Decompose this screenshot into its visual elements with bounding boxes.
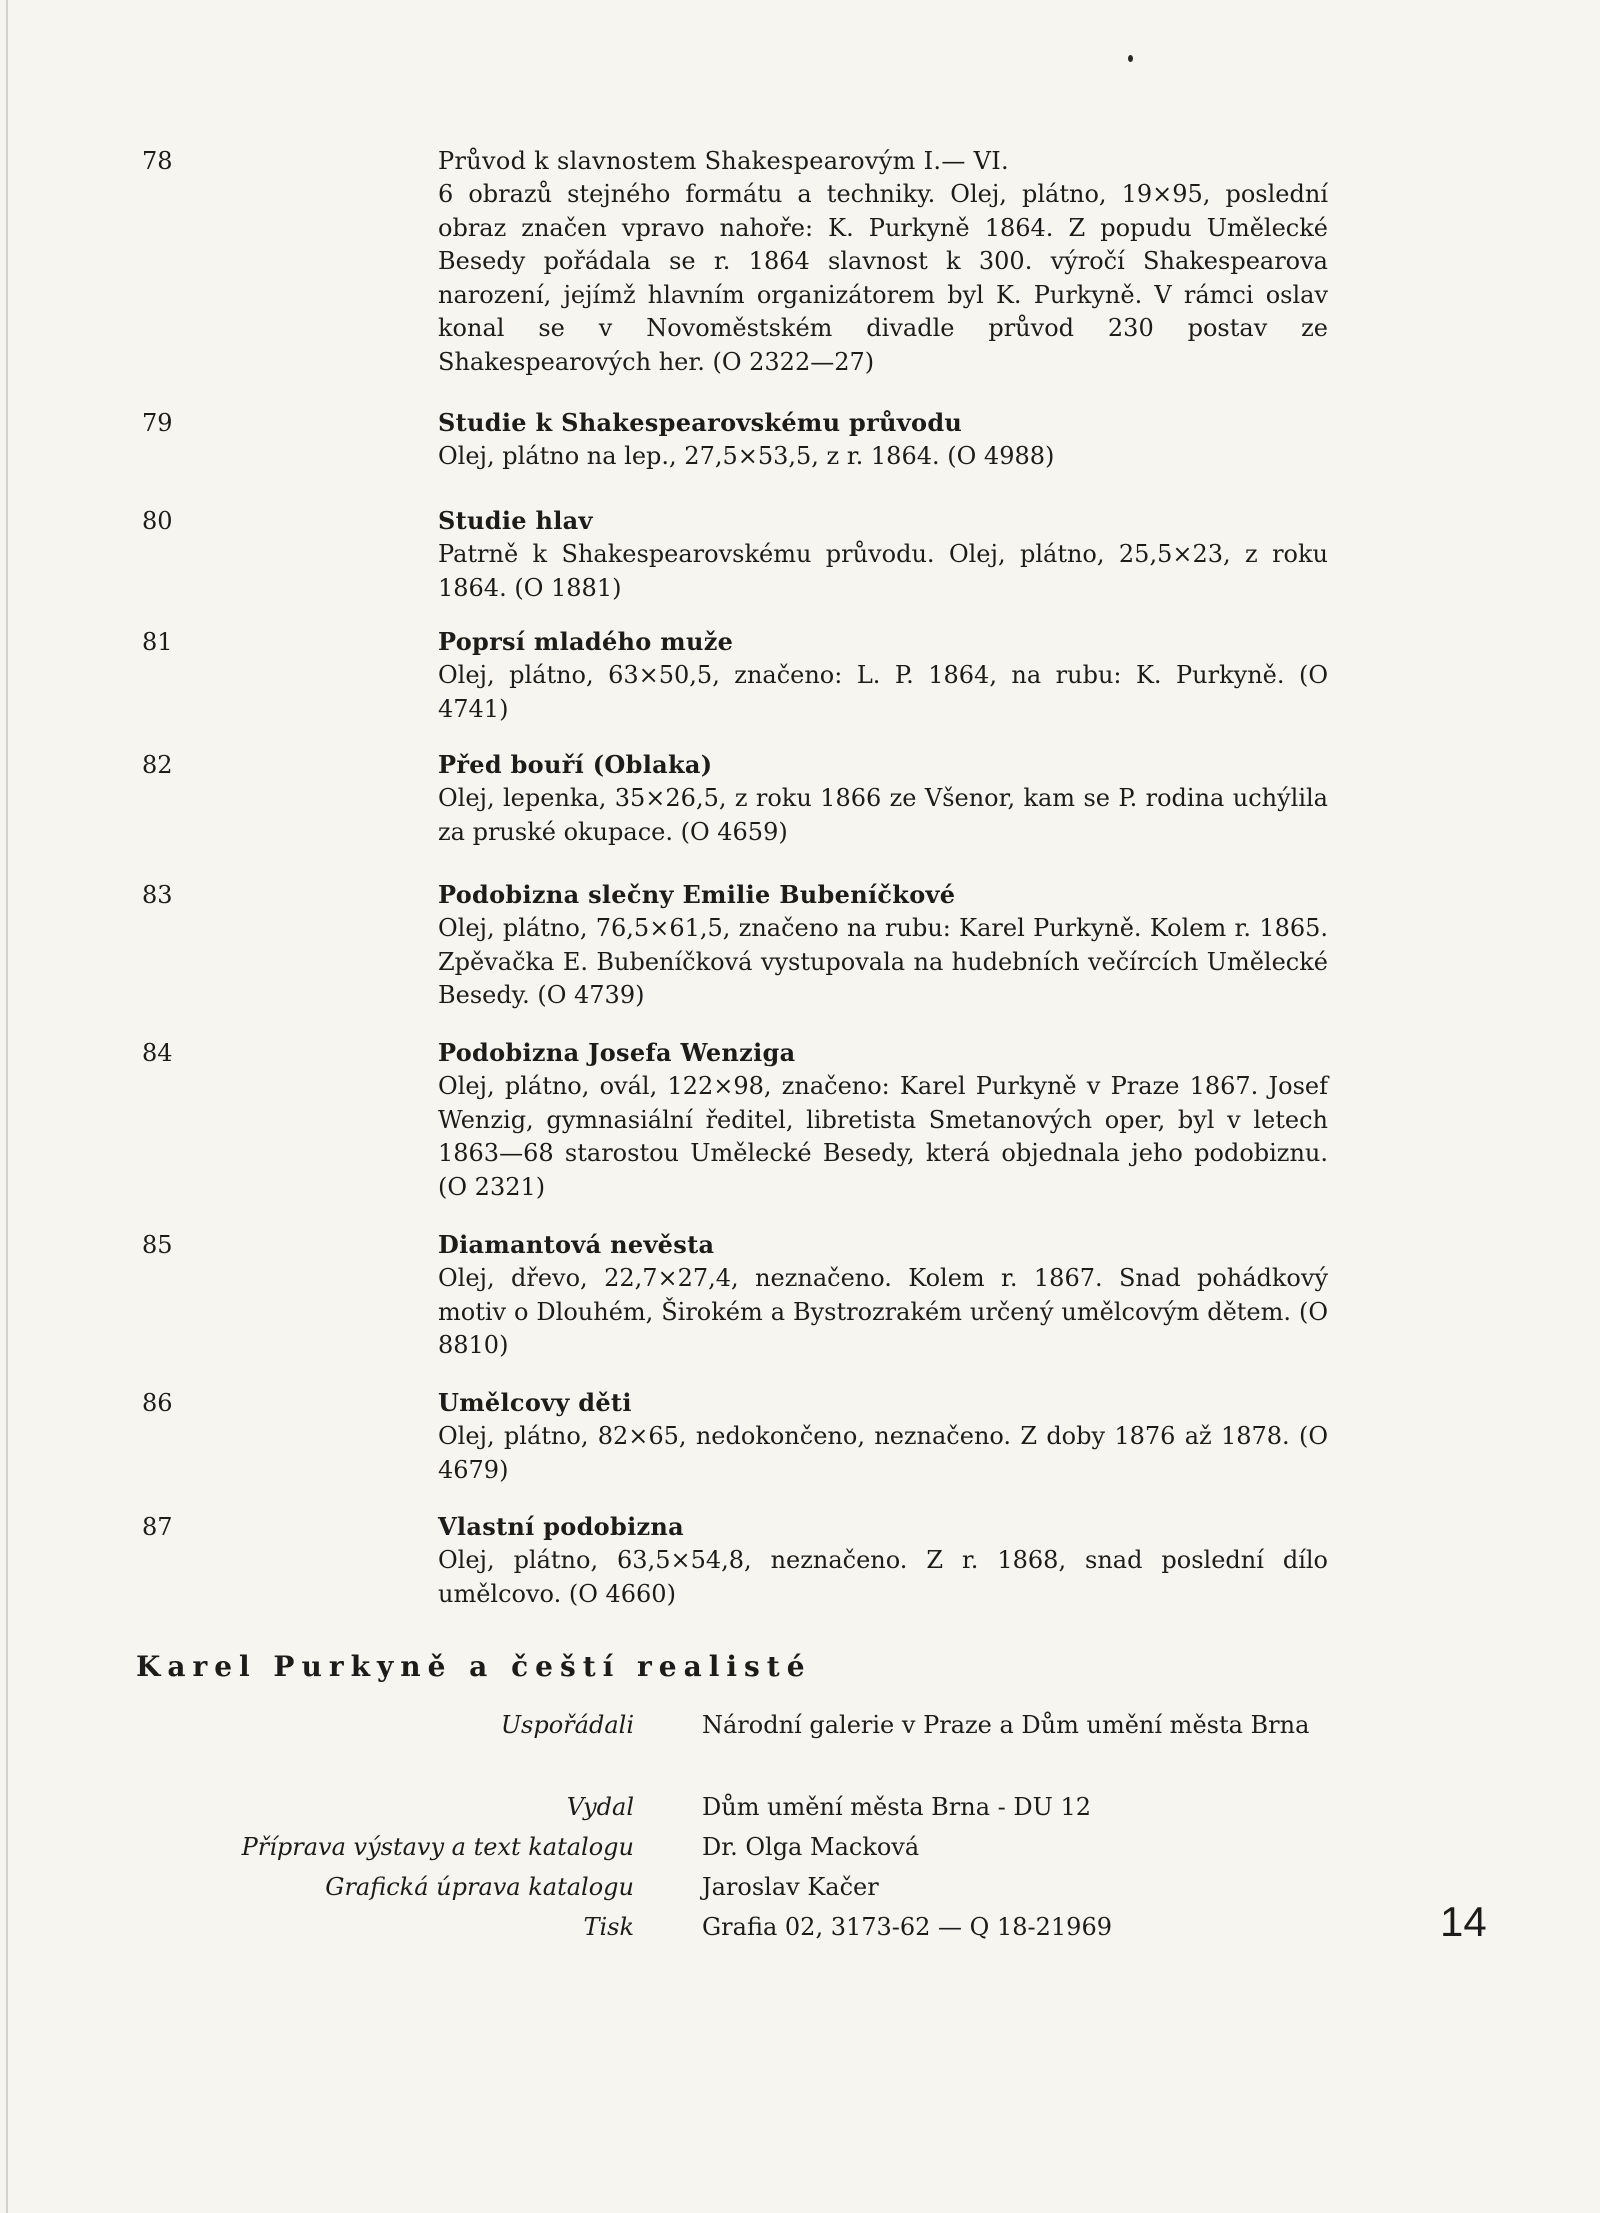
entry-number: 78 xyxy=(142,147,173,175)
credit-label: Uspořádali xyxy=(500,1711,634,1739)
credit-value: Dům umění města Brna - DU 12 xyxy=(702,1793,1092,1821)
entry-title: Poprsí mladého muže xyxy=(438,627,734,656)
entry-description: Olej, plátno, ovál, 122×98, značeno: Karel Purkyně v Praze 1867. Josef Wenzig, gymnasiální ředitel, libretista Smetanových oper, byl v letech 1863—68 starostou Umělecké Besedy, která objednala jeho podobiznu. (O 2321) xyxy=(438,1072,1328,1201)
credit-label: Tisk xyxy=(583,1913,634,1941)
credit-value: Dr. Olga Macková xyxy=(702,1833,920,1861)
entry-number: 84 xyxy=(142,1039,173,1067)
entry-number: 81 xyxy=(142,628,173,656)
entry-number: 82 xyxy=(142,751,173,779)
entry-title: Podobizna Josefa Wenziga xyxy=(438,1038,796,1067)
entry-description: Olej, plátno na lep., 27,5×53,5, z r. 1864. (O 4988) xyxy=(438,442,1055,470)
credit-value: Národní galerie v Praze a Dům umění města Brna xyxy=(702,1711,1310,1739)
entry-title: Vlastní podobizna xyxy=(438,1512,685,1541)
credit-label: Příprava výstavy a text katalogu xyxy=(241,1833,634,1861)
credit-value: Jaroslav Kačer xyxy=(702,1873,879,1901)
entry-number: 85 xyxy=(142,1231,173,1259)
credit-label: Grafická úprava katalogu xyxy=(325,1873,634,1901)
entry-number: 79 xyxy=(142,409,173,437)
entry-description: Olej, plátno, 63,5×54,8, neznačeno. Z r. 1868, snad poslední dílo umělcovo. (O 4660) xyxy=(438,1546,1328,1608)
credit-value: Grafia 02, 3173-62 — Q 18-21969 xyxy=(702,1913,1112,1941)
entry-title: Diamantová nevěsta xyxy=(438,1230,715,1259)
entry-number: 87 xyxy=(142,1513,173,1541)
entry-description: Patrně k Shakespearovskému průvodu. Olej, plátno, 25,5×23, z roku 1864. (O 1881) xyxy=(438,540,1328,602)
entry-number: 80 xyxy=(142,507,173,535)
entry-title: Studie k Shakespearovskému průvodu xyxy=(438,408,963,437)
entry-description: Olej, lepenka, 35×26,5, z roku 1866 ze Všenor, kam se P. rodina uchýlila za pruské okupace. (O 4659) xyxy=(438,784,1328,846)
entry-description: 6 obrazů stejného formátu a techniky. Olej, plátno, 19×95, poslední obraz značen vpravo nahoře: K. Purkyně 1864. Z popudu Umělecké Besedy pořádala se r. 1864 slavnost k 300. výročí Shakespearova narození, jejímž hlavním organizátorem byl K. Purkyně. V rámci oslav konal se v Novoměstském divadle průvod 230 postav ze Shakespearových her. (O 2322—27) xyxy=(438,180,1328,376)
entry-title: Studie hlav xyxy=(438,506,593,535)
entry-title: Průvod k slavnostem Shakespearovým I.— VI. xyxy=(438,147,1009,175)
entry-description: Olej, plátno, 63×50,5, značeno: L. P. 1864, na rubu: K. Purkyně. (O 4741) xyxy=(438,661,1328,723)
entry-title: Před bouří (Oblaka) xyxy=(438,750,713,779)
entry-number: 83 xyxy=(142,881,173,909)
section-title: Karel Purkyně a čeští realisté xyxy=(136,1650,812,1683)
print-speck xyxy=(1128,55,1133,62)
credit-label: Vydal xyxy=(566,1793,634,1821)
entry-description: Olej, plátno, 76,5×61,5, značeno na rubu: Karel Purkyně. Kolem r. 1865. Zpěvačka E. Bubeníčková vystupovala na hudebních večírcích Umělecké Besedy. (O 4739) xyxy=(438,914,1328,1009)
entry-description: Olej, dřevo, 22,7×27,4, neznačeno. Kolem r. 1867. Snad pohádkový motiv o Dlouhém, Širokém a Bystrozrakém určený umělcovým dětem. (O 8810) xyxy=(438,1264,1328,1359)
entry-title: Umělcovy děti xyxy=(438,1388,632,1417)
page-edge-shadow xyxy=(6,0,8,2213)
page-number: 14 xyxy=(1440,1898,1487,1945)
entry-number: 86 xyxy=(142,1389,173,1417)
entry-title: Podobizna slečny Emilie Bubeníčkové xyxy=(438,880,956,909)
entry-description: Olej, plátno, 82×65, nedokončeno, neznačeno. Z doby 1876 až 1878. (O 4679) xyxy=(438,1422,1328,1484)
